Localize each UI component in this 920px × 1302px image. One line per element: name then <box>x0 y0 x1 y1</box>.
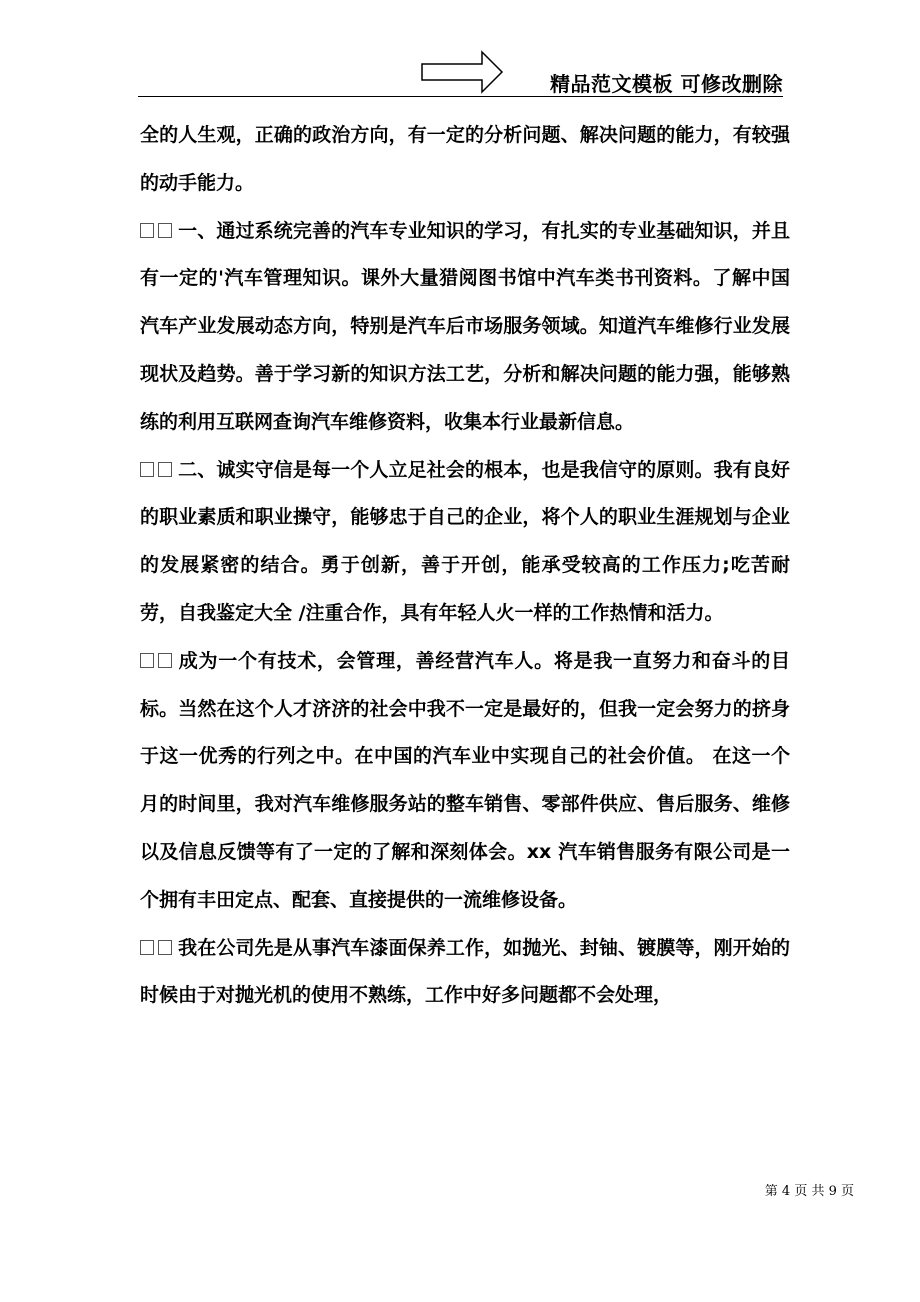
paragraph-3-text: 二、诚实守信是每一个人立足社会的根本，也是我信守的原则。我有良好的职业素质和职业操守，能够忠于自己的企业，将个人的职业生涯规划与企业的发展紧密的结合。勇于创新，善于开创，能承受较高的工作压力;吃苦耐劳，自我鉴定大全 /注重合作，具有年轻人火一样的工作热情和活力。 <box>140 458 790 624</box>
header-title: 精品范文模板 可修改删除 <box>550 72 783 96</box>
indent-box-icon <box>140 653 154 668</box>
paragraph-4 <box>140 638 790 925</box>
paragraph-5 <box>140 925 790 1021</box>
indent-box-icon <box>140 462 154 477</box>
paragraph-1-text: 全的人生观，正确的政治方向，有一定的分析问题、解决问题的能力，有较强的动手能力。 <box>140 124 790 194</box>
indent-box-icon <box>140 223 154 238</box>
indent-box-icon <box>158 653 172 668</box>
document-body <box>140 112 790 1020</box>
page-header <box>138 50 783 100</box>
paragraph-5-text: 我在公司先是从事汽车漆面保养工作，如抛光、封铀、镀膜等，刚开始的时候由于对抛光机的使用不熟练，工作中好多问题都不会处理， <box>140 936 790 1007</box>
header-divider <box>138 96 783 97</box>
indent-box-icon <box>158 940 172 955</box>
paragraph-1 <box>140 112 790 208</box>
paragraph-3 <box>140 447 790 638</box>
paragraph-2-text: 一、通过系统完善的汽车专业知识的学习，有扎实的专业基础知识，并且有一定的'汽车管理知识。课外大量猎阅图书馆中汽车类书刊资料。了解中国汽车产业发展动态方向，特别是汽车后市场服务领域。知道汽车维修行业发展现状及趋势。善于学习新的知识方法工艺，分析和解决问题的能力强，能够熟练的利用互联网查询汽车维修资料，收集本行业最新信息。 <box>140 219 790 433</box>
right-arrow-icon <box>420 50 505 96</box>
indent-box-icon <box>140 940 154 955</box>
paragraph-4-text: 成为一个有技术，会管理，善经营汽车人。将是我一直努力和奋斗的目标。当然在这个人才济济的社会中我不一定是最好的，但我一定会努力的挤身于这一优秀的行列之中。在中国的汽车业中实现自己的社会价值。 在这一个月的时间里，我对汽车维修服务站的整车销售、零部件供应、售后服务、维修以及信息反馈等有了一定的了解和深刻体会。xx 汽车销售服务有限公司是一个拥有丰田定点、配套、直接提供的一流维修设备。 <box>140 649 790 911</box>
indent-box-icon <box>158 462 172 477</box>
page-number: 第 4 页 共 9 页 <box>764 1184 854 1199</box>
paragraph-2 <box>140 208 790 447</box>
indent-box-icon <box>158 223 172 238</box>
